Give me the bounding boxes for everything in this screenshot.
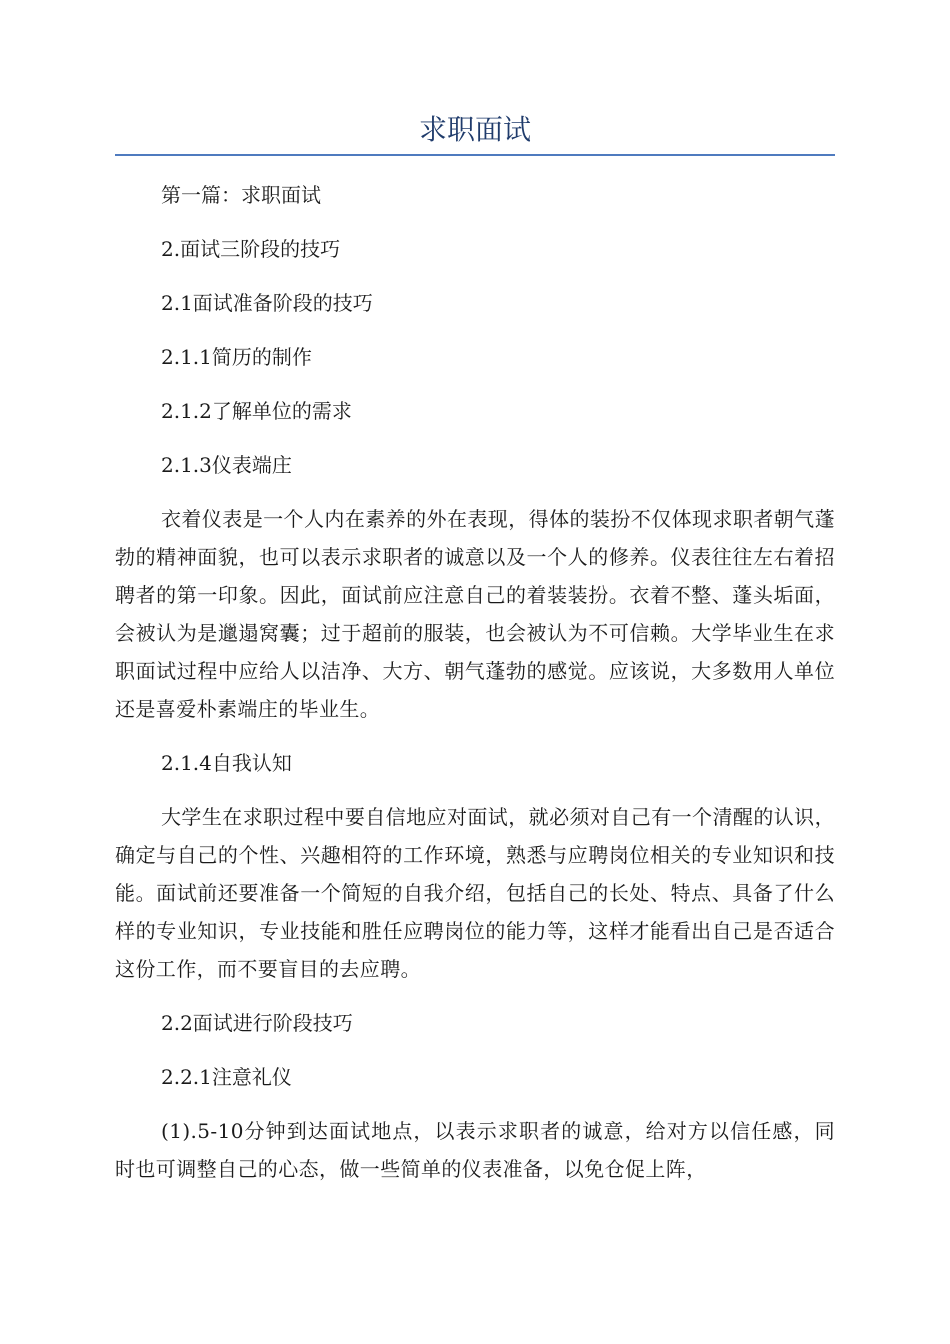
section-heading: 2.1面试准备阶段的技巧 xyxy=(161,291,373,315)
document-title: 求职面试 xyxy=(418,113,531,146)
section-heading: 2.1.2了解单位的需求 xyxy=(161,399,352,423)
section-heading: 2.1.4自我认知 xyxy=(161,751,292,775)
title-underline xyxy=(115,154,835,156)
body-paragraph: (1).5-10分钟到达面试地点，以表示求职者的诚意，给对方以信任感，同时也可调整自己的心态，做一些简单的仪表准备，以免仓促上阵， xyxy=(115,1119,835,1181)
section-heading: 2.1.3仪表端庄 xyxy=(161,453,292,477)
body-paragraph: 衣着仪表是一个人内在素养的外在表现，得体的装扮不仅体现求职者朝气蓬勃的精神面貌，也可以表示求职者的诚意以及一个人的修养。仪表往往左右着招聘者的第一印象。因此，面试前应注意自己的着装装扮。衣着不整、蓬头垢面，会被认为是邋遢窝囊；过于超前的服装，也会被认为不可信赖。大学毕业生在求职面试过程中应给人以洁净、大方、朝气蓬勃的感觉。应该说，大多数用人单位还是喜爱朴素端庄的毕业生。 xyxy=(115,507,835,721)
section-heading: 2.2面试进行阶段技巧 xyxy=(161,1011,353,1035)
section-heading: 第一篇：求职面试 xyxy=(161,183,321,207)
section-heading: 2.面试三阶段的技巧 xyxy=(161,237,341,261)
section-heading: 2.2.1注意礼仪 xyxy=(161,1065,292,1089)
section-heading: 2.1.1简历的制作 xyxy=(161,345,312,369)
document-body xyxy=(115,176,835,1204)
body-paragraph: 大学生在求职过程中要自信地应对面试，就必须对自己有一个清醒的认识，确定与自己的个性、兴趣相符的工作环境，熟悉与应聘岗位相关的专业知识和技能。面试前还要准备一个简短的自我介绍，包括自己的长处、特点、具备了什么样的专业知识，专业技能和胜任应聘岗位的能力等，这样才能看出自己是否适合这份工作，而不要盲目的去应聘。 xyxy=(115,805,835,981)
